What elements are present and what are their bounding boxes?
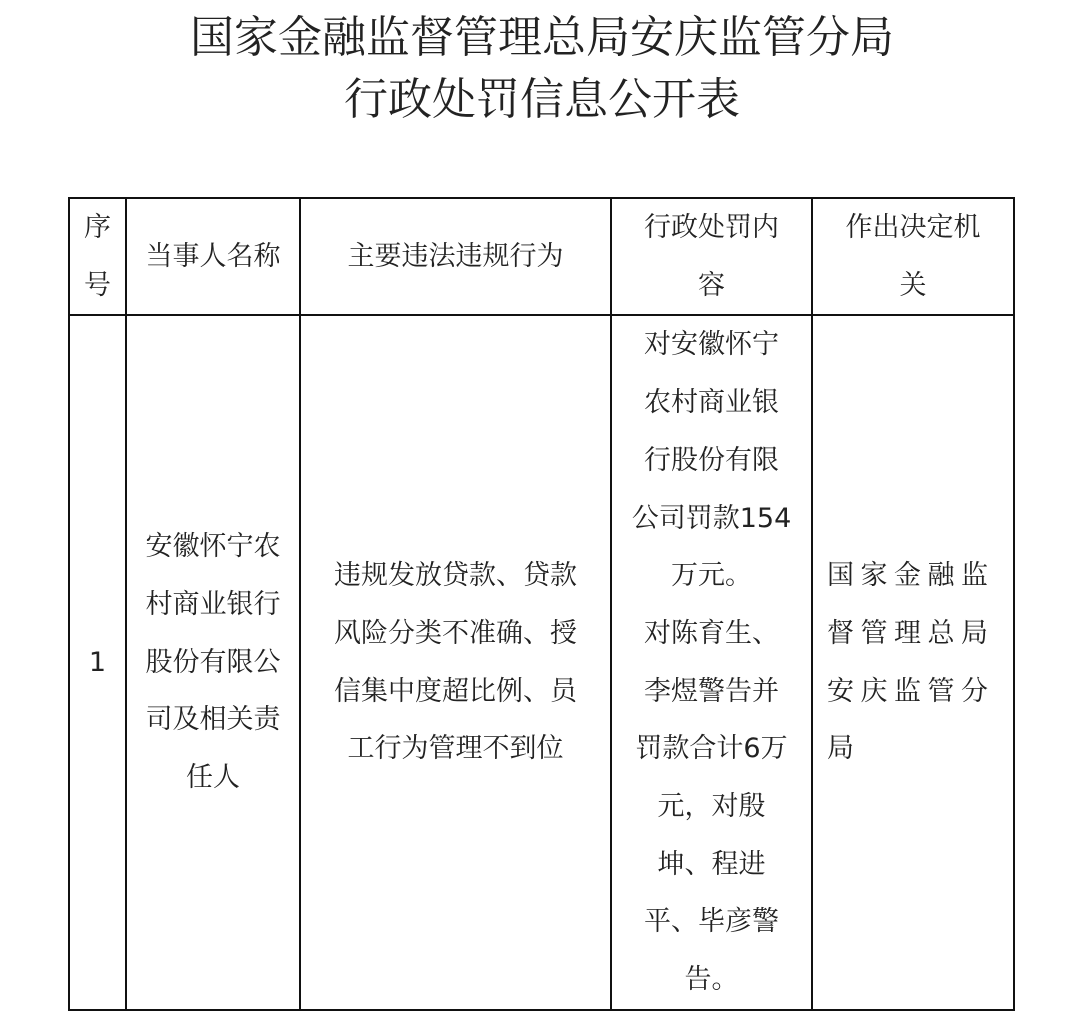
cell-text-line: 农村商业银	[644, 387, 779, 419]
title-line-2: 行政处罚信息公开表	[344, 74, 740, 125]
header-penalty	[611, 198, 812, 315]
cell-authority	[812, 315, 1014, 1009]
cell-text-line: 对陈育生、	[644, 617, 779, 649]
cell-text-line: 元，对殷	[657, 791, 766, 823]
cell-text-line: 任人	[186, 762, 240, 794]
table-row	[69, 315, 1014, 1009]
cell-text-line: 国家金融监	[827, 560, 995, 592]
header-text: 序	[84, 212, 111, 243]
cell-text-line: 坤、程进	[657, 848, 766, 880]
cell-text-line: 督管理总局	[827, 617, 995, 649]
cell-text-line: 司及相关责	[145, 704, 281, 736]
header-violation	[300, 198, 611, 315]
header-text: 主要违法违规行为	[347, 240, 564, 272]
header-authority	[812, 198, 1014, 315]
cell-text-line: 违规发放贷款、贷款	[334, 560, 577, 592]
cell-text-line: 李煜警告并	[644, 675, 779, 707]
cell-text-line: 告。	[684, 964, 739, 996]
cell-text-line: 风险分类不准确、授	[334, 617, 577, 649]
cell-text-line: 信集中度超比例、员	[334, 675, 577, 707]
cell-violation	[300, 315, 611, 1009]
cell-index	[69, 315, 126, 1009]
header-text: 号	[84, 269, 111, 301]
cell-text-line: 工行为管理不到位	[347, 733, 564, 765]
cell-text-line: 安庆监管分	[827, 675, 995, 707]
header-index	[69, 198, 126, 315]
header-text: 关	[899, 269, 927, 301]
header-text: 当事人名称	[145, 240, 281, 272]
cell-text-line: 公司罚款154	[631, 502, 792, 534]
cell-party	[126, 315, 300, 1009]
header-row	[69, 198, 1014, 315]
penalty-table	[68, 197, 1015, 1011]
header-party	[126, 198, 300, 315]
cell-text-line: 万元。	[671, 560, 752, 592]
cell-text-line: 村商业银行	[145, 589, 281, 621]
cell-penalty	[611, 315, 812, 1009]
title-line-1: 国家金融监督管理总局安庆监管分局	[190, 12, 894, 63]
header-text: 作出决定机	[845, 212, 981, 243]
header-text: 容	[698, 269, 725, 301]
cell-text-line: 平、毕彦警	[644, 906, 779, 938]
header-text: 行政处罚内	[644, 212, 779, 243]
cell-text-line: 行股份有限	[644, 444, 779, 476]
cell-text-line: 股份有限公	[145, 646, 281, 678]
cell-text-line: 罚款合计6万	[635, 733, 788, 765]
cell-text-line: 局	[827, 733, 861, 765]
page-title	[0, 7, 1084, 131]
cell-text-line: 对安徽怀宁	[644, 329, 779, 361]
cell-text-line: 安徽怀宁农	[145, 531, 281, 563]
cell-text: 1	[88, 646, 107, 678]
